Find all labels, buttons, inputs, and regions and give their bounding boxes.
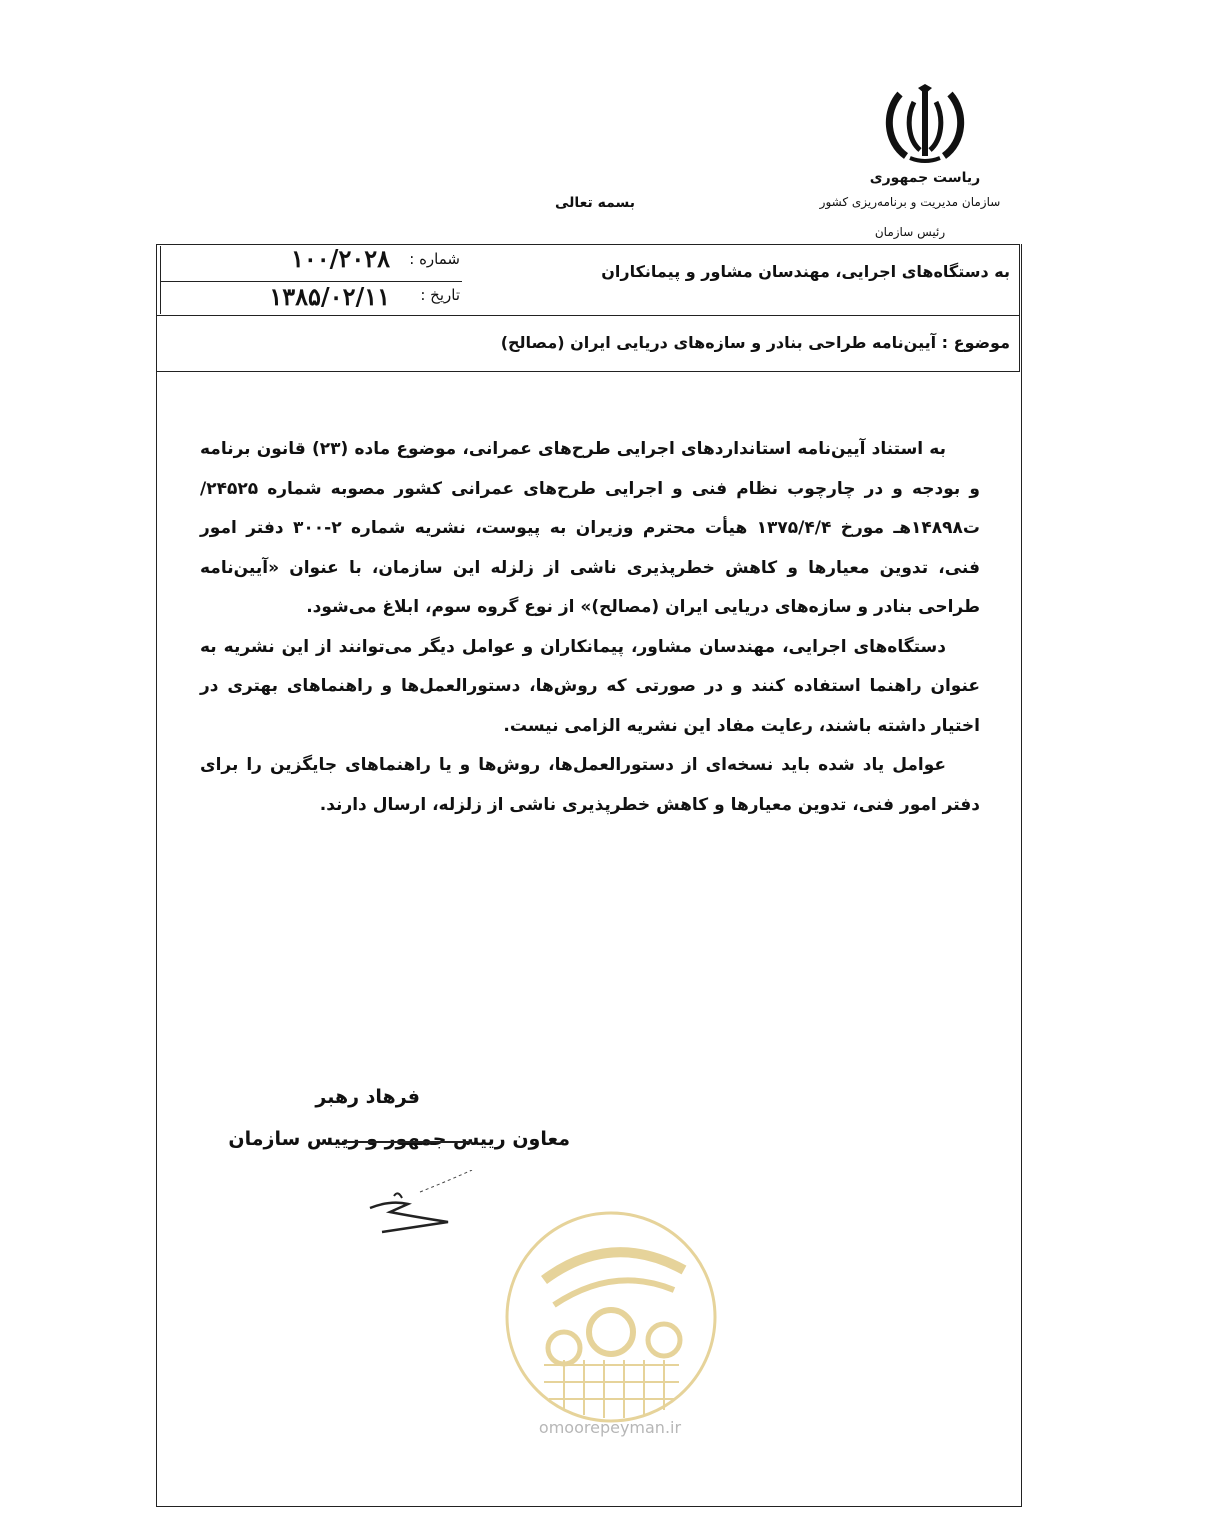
watermark-site-text: omoorepeyman.ir: [538, 1418, 682, 1437]
handwritten-signature-icon: [360, 1170, 480, 1240]
letter-body: [200, 430, 980, 825]
organization-name: سازمان مدیریت و برنامه‌ریزی کشور: [819, 195, 1001, 209]
omoorepeyman-watermark-icon: [504, 1210, 718, 1424]
basmala: بسمه تعالی: [554, 195, 636, 211]
letter-number-value: ۱۰۰/۲۰۲۸: [291, 244, 390, 273]
paragraph-1-intro: به استناد آیین‌نامه استانداردهای اجرایی طرح‌های عمرانی، موضوع ماده (۲۳) قانون برنامه و بودجه و در چارچوب نظام فنی و اجرایی طرح‌های عمرانی کشور مصوبه شماره ۲۴۵۲۵/ت۱۴۸۹۸هـ مورخ ۱۳۷۵/۴/۴ هیأت محترم وزیران به پیوست، نشریه شماره ۲-۳۰۰ دفتر امور فنی، تدوین معیارها و کاهش خطرپذیری ناشی از زلزله این سازمان، با عنوان «: [200, 439, 980, 578]
letter-date-label: تاریخ :: [420, 286, 460, 304]
presidency-title: ریاست جمهوری: [869, 170, 981, 186]
body-paragraph-1: [200, 430, 980, 628]
letter-date-value: ۱۳۸۵/۰۲/۱۱: [269, 282, 390, 311]
letter-recipients: به دستگاه‌های اجرایی، مهندسان مشاور و پیمانکاران: [601, 262, 1010, 281]
publication-title: آیین‌نامه طراحی بنادر و سازه‌های دریایی ایران (مصالح): [200, 557, 980, 617]
letter-subject: موضوع : آیین‌نامه طراحی بنادر و سازه‌های دریایی ایران (مصالح): [500, 333, 1010, 352]
signer-title: معاون رییس جمهور و رییس سازمان: [228, 1128, 570, 1150]
body-paragraph-2: دستگاه‌های اجرایی، مهندسان مشاور، پیمانکاران و عوامل دیگر می‌توانند از این نشریه به عنوان راهنما استفاده کنند و در صورتی که روش‌ها، دستورالعمل‌ها و راهنماهای بهتری در اختیار داشته باشند، رعایت مفاد این نشریه الزامی نیست.: [200, 636, 980, 736]
strikethrough-line: [342, 1141, 472, 1143]
organization-head-title: رئیس سازمان: [874, 225, 946, 239]
signer-name: فرهاد رهبر: [315, 1086, 420, 1108]
iran-emblem-icon: [880, 84, 970, 166]
letter-number-label: شماره :: [409, 250, 460, 268]
paragraph-1-outro: » از نوع گروه سوم، ابلاغ می‌شود.: [306, 597, 592, 617]
body-paragraph-3: عوامل یاد شده باید نسخه‌ای از دستورالعمل‌ها، روش‌ها و یا راهنماهای جایگزین را برای دفتر امور فنی، تدوین معیارها و کاهش خطرپذیری ناشی از زلزله، ارسال دارند.: [200, 755, 980, 815]
